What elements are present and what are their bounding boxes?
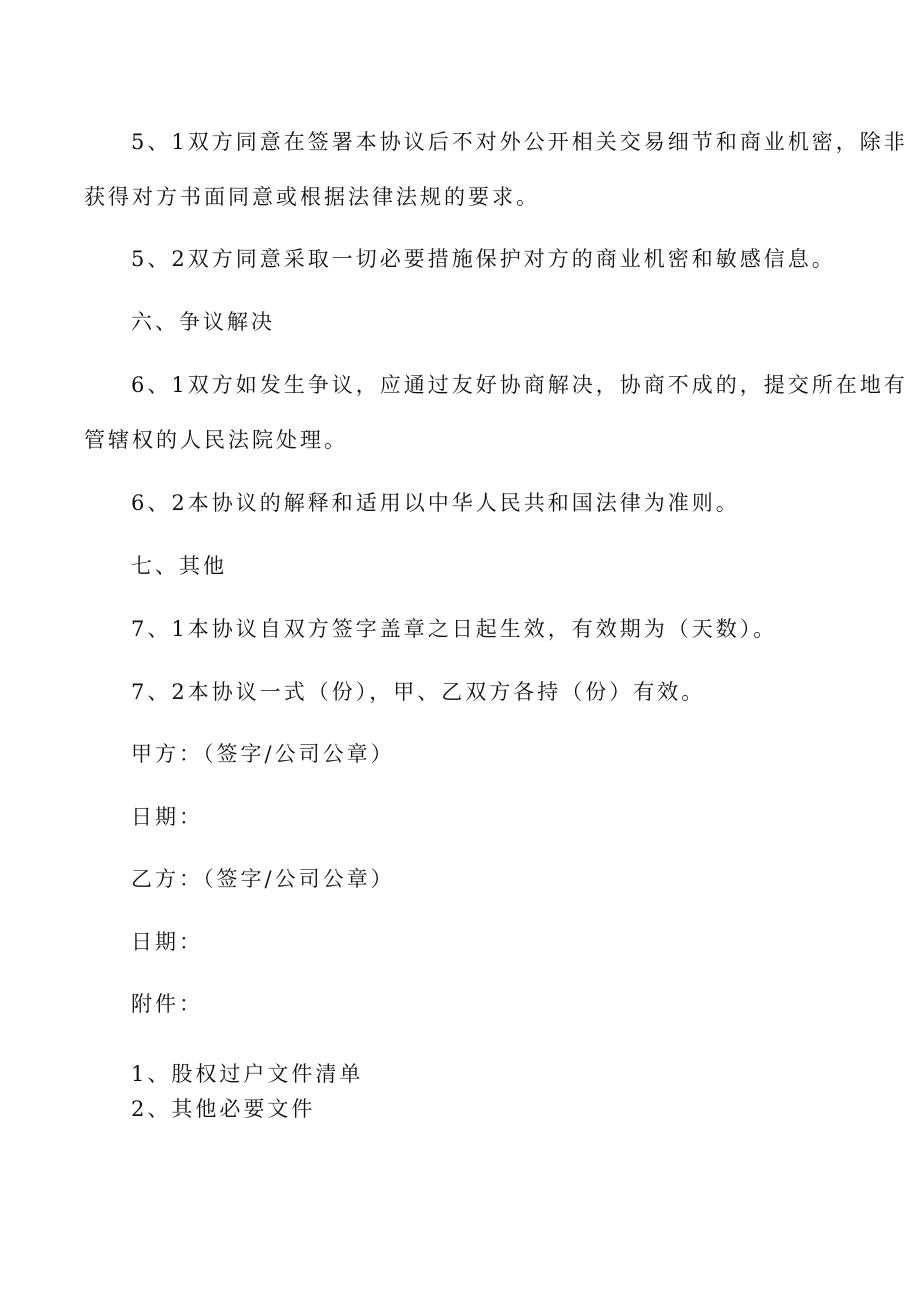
party-a-signature: 甲方：（签字/公司公章） (131, 742, 395, 766)
section-7-heading: 七、其他 (131, 554, 227, 578)
clause-5-2: 5、2双方同意采取一切必要措施保护对方的商业机密和敏感信息。 (131, 247, 836, 271)
party-b-date: 日期： (131, 930, 203, 954)
attachment-item-1: 1、股权过户文件清单 (131, 1062, 364, 1086)
clause-6-1-line-2: 管辖权的人民法院处理。 (84, 428, 348, 452)
party-b-signature: 乙方：（签字/公司公章） (131, 867, 395, 891)
clause-7-1: 7、1本协议自双方签字盖章之日起生效，有效期为（天数）。 (131, 617, 778, 641)
clause-6-1-line-1: 6、1双方如发生争议，应通过友好协商解决，协商不成的，提交所在地有 (131, 373, 908, 397)
party-a-date: 日期： (131, 805, 203, 829)
clause-5-1-line-1: 5、1双方同意在签署本协议后不对外公开相关交易细节和商业机密，除非 (131, 130, 908, 154)
section-6-heading: 六、争议解决 (131, 310, 275, 334)
attachments-label: 附件： (131, 992, 203, 1016)
clause-6-2: 6、2本协议的解释和适用以中华人民共和国法律为准则。 (131, 491, 740, 515)
clause-7-2: 7、2本协议一式（份），甲、乙双方各持（份）有效。 (131, 680, 706, 704)
clause-5-1-line-2: 获得对方书面同意或根据法律法规的要求。 (84, 185, 540, 209)
attachment-item-2: 2、其他必要文件 (131, 1097, 316, 1121)
